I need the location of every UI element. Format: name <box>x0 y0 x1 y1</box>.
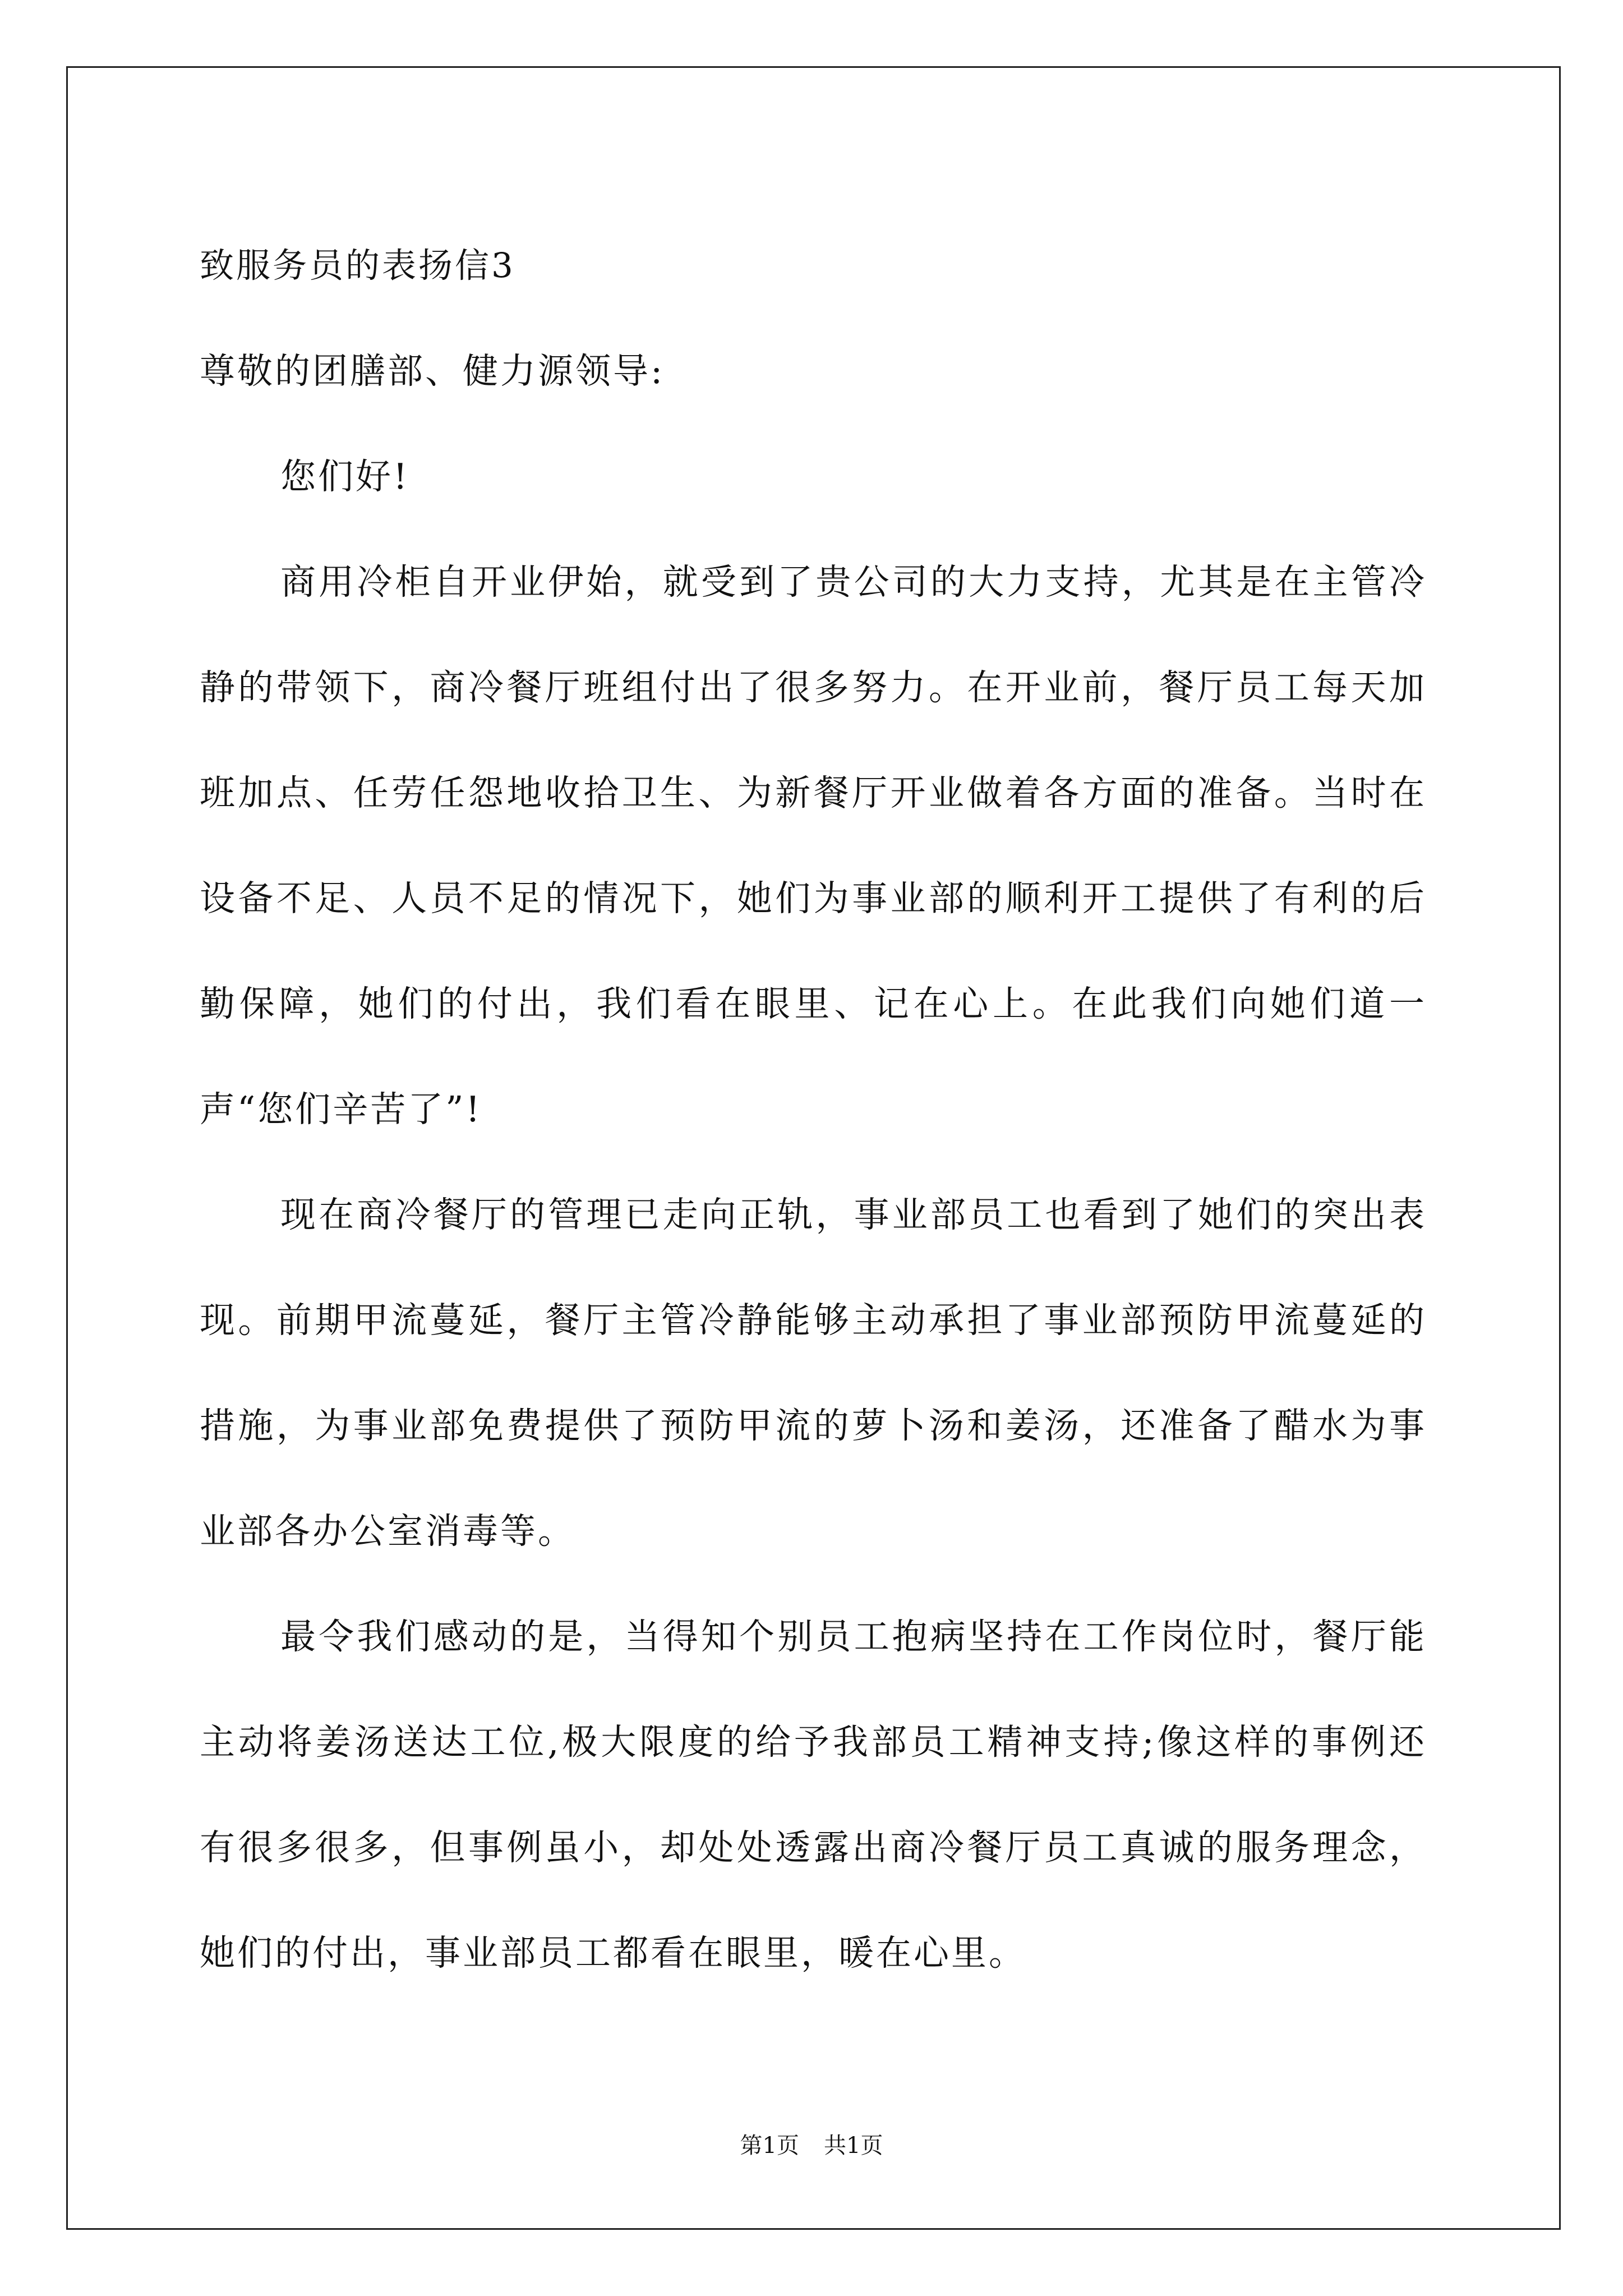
salutation: 尊敬的团膳部、健力源领导: <box>200 351 665 392</box>
document-title: 致服务员的表扬信3 <box>200 246 515 286</box>
paragraph-1: 商用冷柜自开业伊始，就受到了贵公司的大力支持，尤其是在主管冷静的带领下，商冷餐厅班组付出了很多努力。在开业前，餐厅员工每天加班加点、任劳任怨地收拾卫生、为新餐厅开业做着各方面的准备。当时在设备不足、人员不足的情况下，她们为事业部的顺利开工提供了有利的后勤保障，她们的付出，我们看在眼里、记在心上。在此我们向她们道一声“您们辛苦了”! <box>200 562 1427 1130</box>
page-number: 第1页 <box>740 2133 799 2159</box>
page-total: 共1页 <box>824 2133 883 2159</box>
paragraph-3: 最令我们感动的是，当得知个别员工抱病坚持在工作岗位时，餐厅能主动将姜汤送达工位,极大限度的给予我部员工精神支持;像这样的事例还有很多很多，但事例虽小，却处处透露出商冷餐厅员工真诚的服务理念，她们的付出，事业部员工都看在眼里，暖在心里。 <box>200 1616 1427 1973</box>
paragraph-2: 现在商冷餐厅的管理已走向正轨，事业部员工也看到了她们的突出表现。前期甲流蔓延，餐厅主管冷静能够主动承担了事业部预防甲流蔓延的措施，为事业部免费提供了预防甲流的萝卜汤和姜汤，还准备了醋水为事业部各办公室消毒等。 <box>200 1194 1427 1552</box>
page-footer <box>0 2129 1623 2162</box>
document-body <box>200 213 1427 2006</box>
greeting: 您们好! <box>280 456 410 497</box>
